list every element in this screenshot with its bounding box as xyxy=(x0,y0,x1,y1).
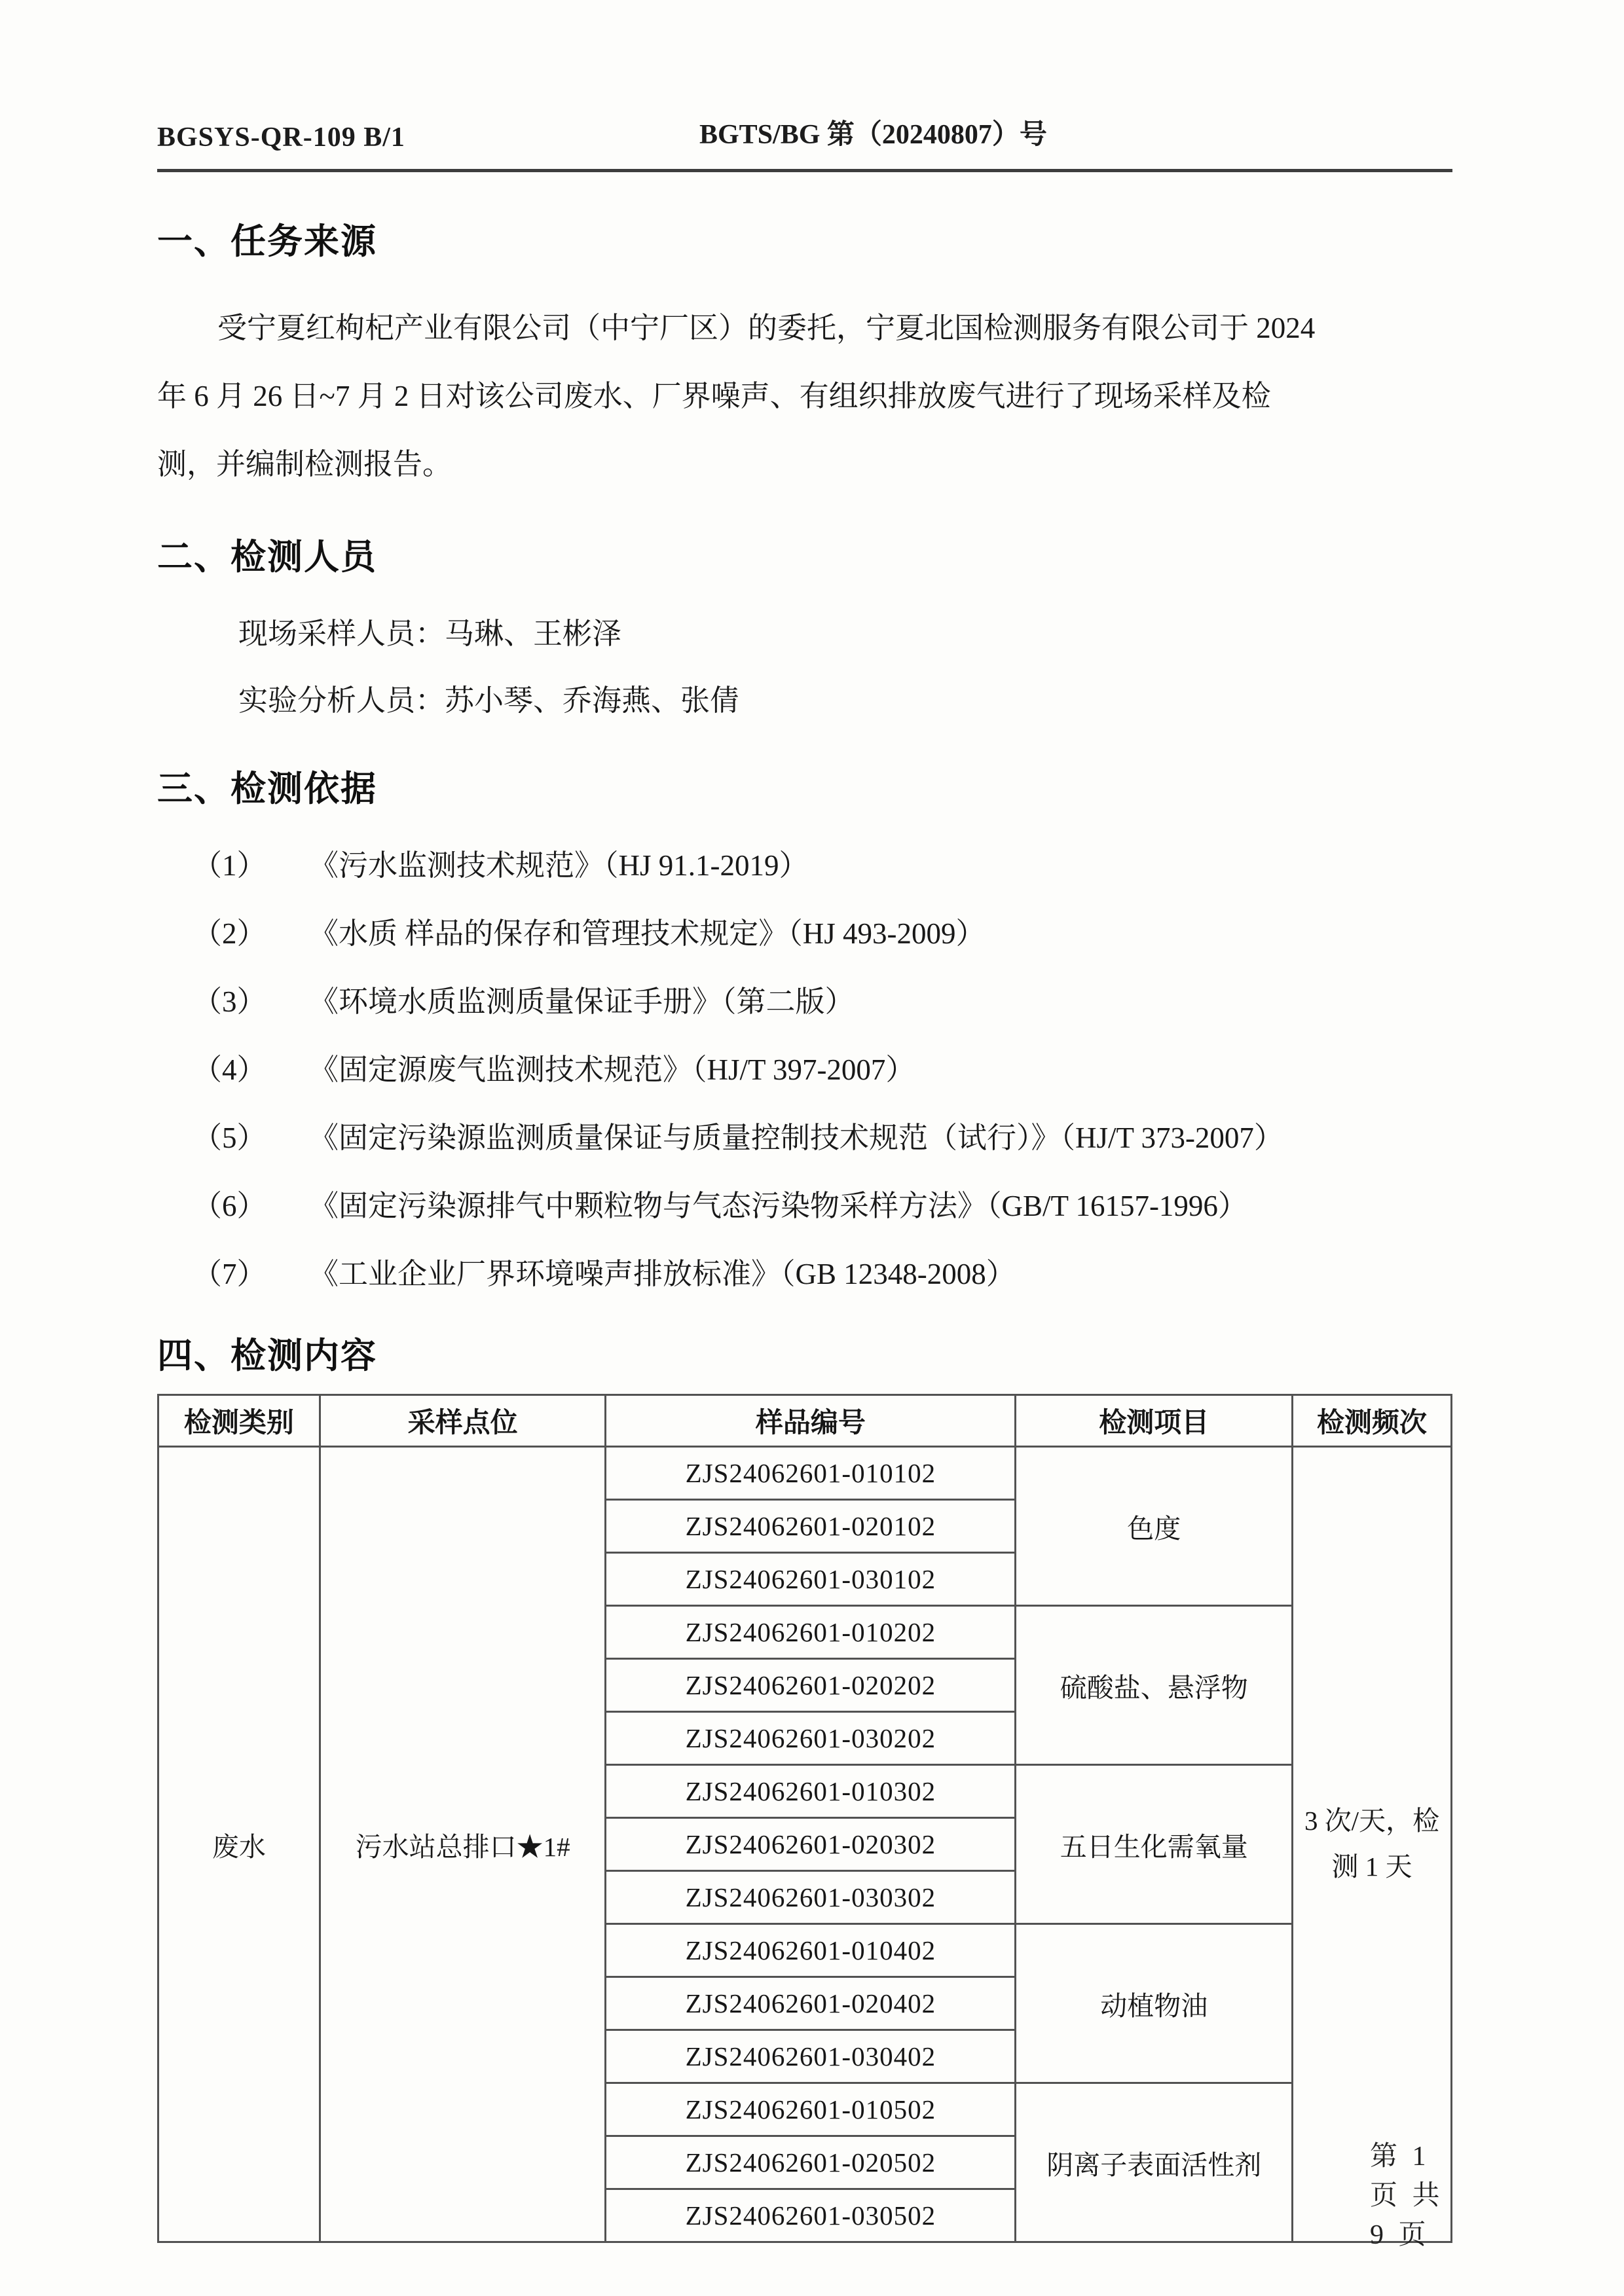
task-source-paragraph xyxy=(157,294,1452,498)
basis-list xyxy=(157,828,1452,1305)
basis-item xyxy=(157,1032,1452,1101)
page-content xyxy=(157,0,1452,2250)
basis-item-text: 《固定源废气监测技术规范》（HJ/T 397-2007） xyxy=(309,1053,915,1086)
col-header-frequency: 检测频次 xyxy=(1293,1395,1452,1447)
sample-id-cell: ZJS24062601-030302 xyxy=(606,1871,1016,1924)
sample-id-cell: ZJS24062601-030402 xyxy=(606,2030,1016,2083)
basis-item-number: （6） xyxy=(193,1189,267,1222)
section-title-basis: 三、检测依据 xyxy=(157,769,377,809)
paragraph-line: 测，并编制检测报告。 xyxy=(157,448,452,481)
sample-id-cell: ZJS24062601-030102 xyxy=(606,1553,1016,1606)
basis-item-text: 《固定污染源排气中颗粒物与气态污染物采样方法》（GB/T 16157-1996） xyxy=(309,1189,1247,1222)
sample-id-cell: ZJS24062601-020402 xyxy=(606,1977,1016,2030)
test-item-cell: 色度 xyxy=(1016,1447,1293,1606)
page-number: 第 1 页 共 9 页 xyxy=(1370,2141,1444,2250)
col-header-sampling-point: 采样点位 xyxy=(320,1395,605,1447)
basis-item xyxy=(157,964,1452,1032)
col-header-category: 检测类别 xyxy=(158,1395,320,1447)
basis-item-text: 《污水监测技术规范》（HJ 91.1-2019） xyxy=(309,848,809,882)
basis-item xyxy=(157,896,1452,964)
test-item-cell: 阴离子表面活性剂 xyxy=(1016,2083,1293,2242)
sample-id-cell: ZJS24062601-010202 xyxy=(606,1606,1016,1659)
section-title-task-source: 一、任务来源 xyxy=(157,222,377,261)
basis-item xyxy=(157,1237,1452,1305)
basis-item-number: （3） xyxy=(193,985,267,1018)
basis-item-number: （7） xyxy=(193,1257,267,1290)
basis-item-number: （2） xyxy=(193,917,267,950)
page-header xyxy=(157,109,1452,172)
sample-id-cell: ZJS24062601-010102 xyxy=(606,1447,1016,1500)
personnel-block xyxy=(157,600,1452,734)
basis-item-text: 《固定污染源监测质量保证与质量控制技术规范（试行）》（HJ/T 373-2007） xyxy=(309,1121,1283,1154)
sampling-personnel-line: 现场采样人员：马琳、王彬泽 xyxy=(238,617,622,650)
basis-item-text: 《水质 样品的保存和管理技术规定》（HJ 493-2009） xyxy=(309,917,986,950)
sample-id-cell: ZJS24062601-010402 xyxy=(606,1924,1016,1977)
sample-id-cell: ZJS24062601-010302 xyxy=(606,1765,1016,1818)
basis-item-number: （5） xyxy=(193,1121,267,1154)
basis-item-text: 《环境水质监测质量保证手册》（第二版） xyxy=(309,985,855,1018)
category-cell: 废水 xyxy=(158,1447,320,2242)
analysis-personnel-line: 实验分析人员：苏小琴、乔海燕、张倩 xyxy=(238,684,740,717)
basis-item xyxy=(157,828,1452,896)
paragraph-line: 受宁夏红枸杞产业有限公司（中宁厂区）的委托，宁夏北国检测服务有限公司于 2024 xyxy=(217,312,1316,344)
basis-item xyxy=(157,1101,1452,1169)
sample-id-cell: ZJS24062601-010502 xyxy=(606,2083,1016,2136)
sample-id-cell: ZJS24062601-020502 xyxy=(606,2136,1016,2189)
sample-id-cell: ZJS24062601-020102 xyxy=(606,1500,1016,1553)
basis-item-number: （4） xyxy=(193,1053,267,1086)
sampling-point-cell: 污水站总排口★1# xyxy=(320,1447,605,2242)
paragraph-line: 年 6 月 26 日~7 月 2 日对该公司废水、厂界噪声、有组织排放废气进行了现场采样及检 xyxy=(157,380,1271,412)
basis-item-text: 《工业企业厂界环境噪声排放标准》（GB 12348-2008） xyxy=(309,1257,1016,1290)
basis-item xyxy=(157,1169,1452,1237)
test-item-cell: 硫酸盐、悬浮物 xyxy=(1016,1606,1293,1765)
sample-id-cell: ZJS24062601-020302 xyxy=(606,1818,1016,1871)
sample-id-cell: ZJS24062601-030502 xyxy=(606,2189,1016,2242)
col-header-sample-id: 样品编号 xyxy=(606,1395,1016,1447)
sample-id-cell: ZJS24062601-020202 xyxy=(606,1659,1016,1712)
document-code: BGSYS-QR-109 B/1 xyxy=(157,122,405,153)
section-title-content: 四、检测内容 xyxy=(157,1336,377,1376)
report-number: BGTS/BG 第（20240807）号 xyxy=(699,120,1047,150)
test-content-table xyxy=(157,1394,1452,2243)
col-header-test-item: 检测项目 xyxy=(1016,1395,1293,1447)
table-body xyxy=(158,1447,1452,2242)
section-title-personnel: 二、检测人员 xyxy=(157,538,377,577)
frequency-cell: 3 次/天，检测 1 天 xyxy=(1293,1447,1452,2242)
test-item-cell: 动植物油 xyxy=(1016,1924,1293,2083)
table-row xyxy=(158,1447,1452,1500)
test-item-cell: 五日生化需氧量 xyxy=(1016,1765,1293,1924)
table-header-row xyxy=(158,1395,1452,1447)
basis-item-number: （1） xyxy=(193,848,267,882)
sample-id-cell: ZJS24062601-030202 xyxy=(606,1712,1016,1765)
